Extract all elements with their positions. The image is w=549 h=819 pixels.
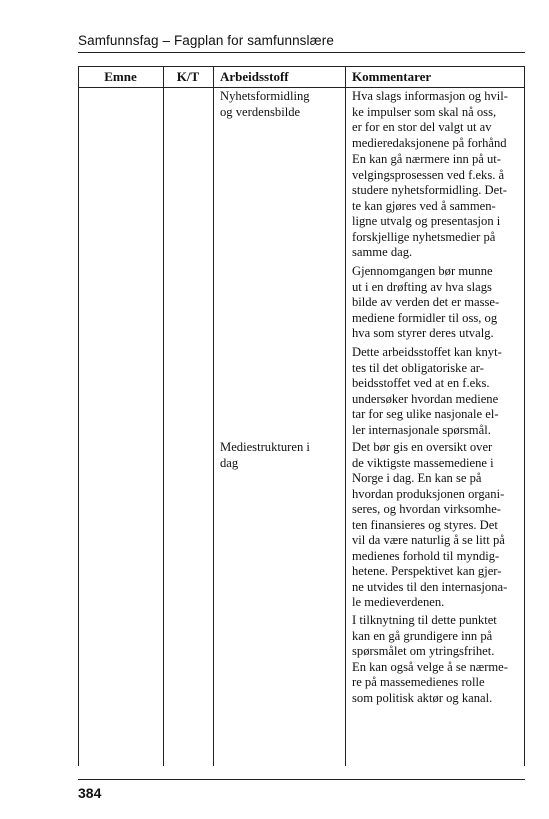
text-line: tes til det obligatoriske ar- bbox=[352, 360, 484, 375]
text-line: Gjennomgangen bør munne bbox=[352, 264, 493, 278]
text-line: dag bbox=[220, 455, 239, 470]
text-line: hva som styrer deres utvalg. bbox=[352, 326, 494, 340]
text-line: seres, og hvordan virksomhe- bbox=[352, 502, 501, 516]
column-header-kommentarer: Kommentarer bbox=[352, 69, 432, 84]
text-line: vil da være naturlig å se litt på bbox=[352, 533, 505, 547]
text-line: medieredaksjonene på forhånd bbox=[352, 135, 507, 150]
comment-paragraph bbox=[352, 440, 520, 611]
text-line: mediene formidler til oss, og bbox=[352, 310, 498, 325]
text-line: hetene. Perspektivet kan gjer- bbox=[352, 564, 502, 578]
text-line: Hva slags informasjon og hvil- bbox=[352, 89, 509, 103]
text-line: I tilknytning til dette punktet bbox=[352, 613, 497, 627]
text-line: og verdensbilde bbox=[220, 104, 301, 119]
text-line: Norge i dag. En kan se på bbox=[352, 471, 482, 485]
text-line: ut i en drøfting av hva slags bbox=[352, 279, 492, 294]
text-line: medienes forhold til myndig- bbox=[352, 548, 500, 563]
text-line: hvordan produksjonen organi- bbox=[352, 486, 505, 501]
text-line: tar for seg ulike nasjonale el- bbox=[352, 407, 499, 421]
comment-paragraph bbox=[352, 264, 520, 342]
text-line: som politisk aktør og kanal. bbox=[352, 690, 493, 705]
column-rule bbox=[345, 66, 346, 766]
text-line: samme dag. bbox=[352, 245, 413, 259]
text-line: undersøker hvordan mediene bbox=[352, 391, 499, 406]
column-header-kt: K/T bbox=[176, 69, 200, 84]
arbeidsstoff-entry bbox=[220, 89, 340, 120]
text-line: ligne utvalg og presentasjon i bbox=[352, 214, 501, 228]
text-line: Det bør gis en oversikt over bbox=[352, 440, 493, 454]
text-line: bilde av verden det er masse- bbox=[352, 295, 500, 309]
running-head: Samfunnsfag – Fagplan for samfunnslære bbox=[78, 33, 334, 48]
text-line: beidsstoffet ved at en f.eks. bbox=[352, 376, 490, 390]
text-line: de viktigste massemediene i bbox=[352, 455, 494, 470]
text-line: ler internasjonale spørsmål. bbox=[352, 422, 491, 437]
text-line: ten finansieres og styres. Det bbox=[352, 517, 498, 532]
arbeidsstoff-entry bbox=[220, 440, 340, 471]
comment-paragraph bbox=[352, 613, 520, 706]
text-line: forskjellige nyhetsmedier på bbox=[352, 229, 496, 244]
footer-rule bbox=[78, 779, 525, 780]
text-line: le medieverdenen. bbox=[352, 595, 445, 609]
column-header-arbeidsstoff: Arbeidsstoff bbox=[220, 69, 289, 84]
comment-paragraph bbox=[352, 345, 520, 438]
text-line: te kan gjøres ved å sammen- bbox=[352, 198, 496, 213]
table-top-rule bbox=[78, 66, 525, 67]
text-line: ke impulser som skal nå oss, bbox=[352, 104, 497, 119]
text-line: re på massemedienes rolle bbox=[352, 675, 485, 689]
table-header-rule bbox=[78, 87, 525, 88]
column-rule bbox=[213, 66, 214, 766]
text-line: Mediestrukturen i bbox=[220, 440, 310, 454]
column-header-emne: Emne bbox=[104, 69, 137, 84]
header-rule bbox=[78, 52, 525, 53]
page-number: 384 bbox=[78, 785, 102, 801]
text-line: er for en stor del valgt ut av bbox=[352, 120, 492, 134]
text-line: En kan gå nærmere inn på ut- bbox=[352, 152, 501, 166]
comment-paragraph bbox=[352, 89, 520, 151]
text-line: Nyhetsformidling bbox=[220, 89, 310, 103]
text-line: studere nyhetsformidling. Det- bbox=[352, 183, 507, 197]
column-rule bbox=[163, 66, 164, 766]
text-line: spørsmålet om ytringsfrihet. bbox=[352, 644, 495, 658]
comment-paragraph bbox=[352, 152, 520, 261]
column-rule bbox=[524, 66, 525, 766]
text-line: ne utvides til den internasjona- bbox=[352, 579, 508, 594]
text-line: velgingsprosessen ved f.eks. å bbox=[352, 167, 505, 182]
text-line: Dette arbeidsstoffet kan knyt- bbox=[352, 345, 502, 359]
column-rule bbox=[78, 66, 79, 766]
text-line: En kan også velge å se nærme- bbox=[352, 659, 508, 674]
text-line: kan en gå grundigere inn på bbox=[352, 628, 493, 643]
